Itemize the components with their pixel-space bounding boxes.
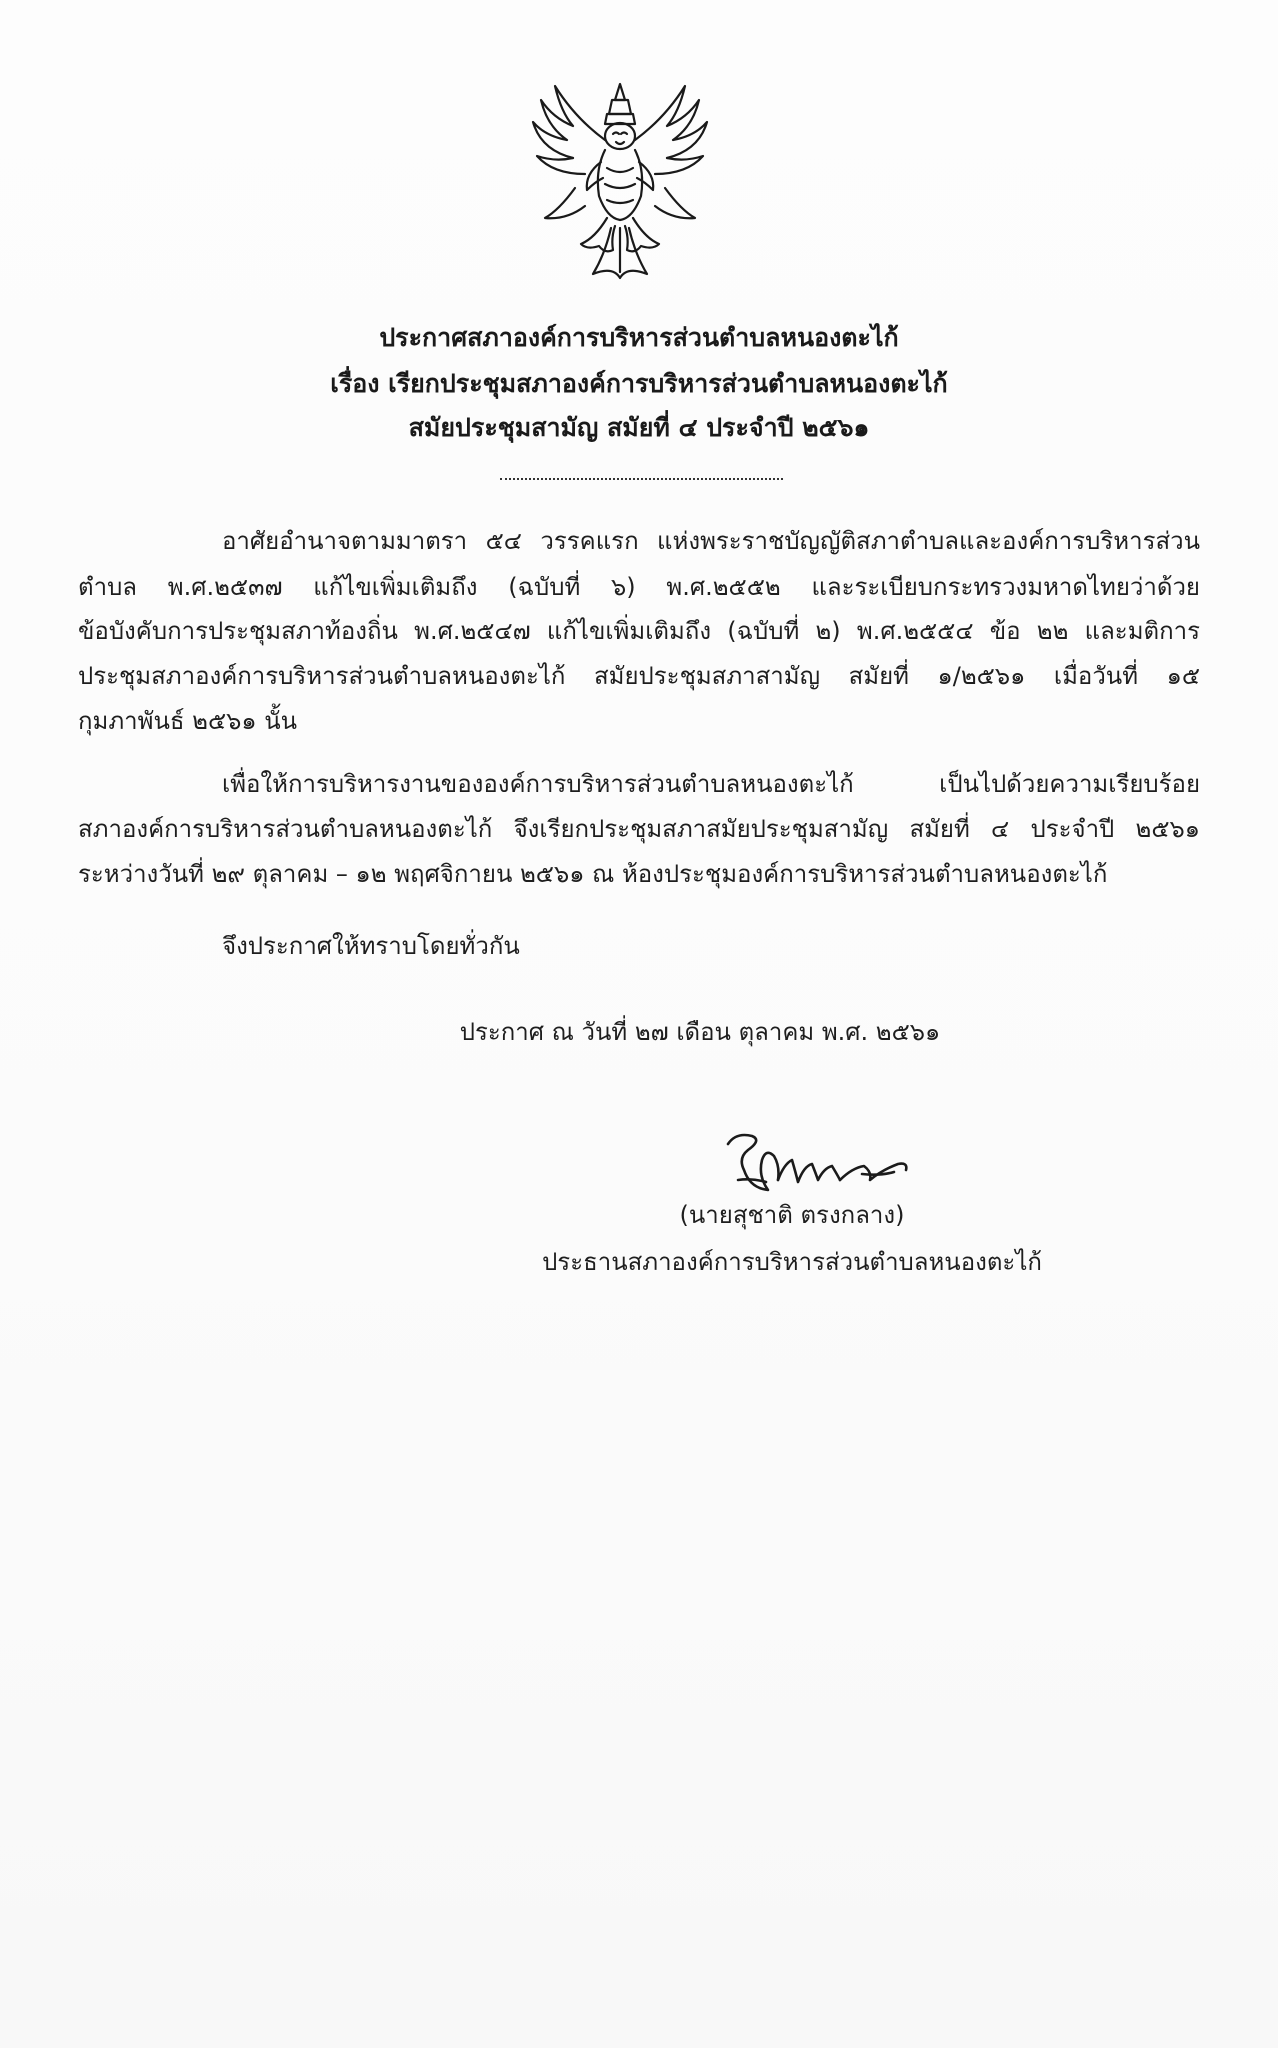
handwritten-signature	[722, 1130, 912, 1200]
paragraph-1-line-4: ประชุมสภาองค์การบริหารส่วนตำบลหนองตะไก้ สมัยประชุมสภาสามัญ สมัยที่ ๑/๒๕๖๑ เมื่อวันที่ ๑๕	[78, 662, 1200, 690]
paragraph-2-line-2: สภาองค์การบริหารส่วนตำบลหนองตะไก้ จึงเรียกประชุมสภาสมัยประชุมสามัญ สมัยที่ ๔ ประจำปี ๒๕๖๑	[78, 815, 1200, 843]
paragraph-2-line-1: เพื่อให้การบริหารงานขององค์การบริหารส่วนตำบลหนองตะไก้ เป็นไปด้วยความเรียบร้อย	[222, 770, 1200, 798]
paragraph-1-line-2: ตำบล พ.ศ.๒๕๓๗ แก้ไขเพิ่มเติมถึง (ฉบับที่ ๖) พ.ศ.๒๕๕๒ และระเบียบกระทรวงมหาดไทยว่าด้วย	[78, 573, 1200, 601]
paragraph-1-line-5: กุมภาพันธ์ ๒๕๖๑ นั้น	[78, 707, 298, 735]
signatory-position: ประธานสภาองค์การบริหารส่วนตำบลหนองตะไก้	[542, 1248, 1042, 1276]
announcement-date: ประกาศ ณ วันที่ ๒๗ เดือน ตุลาคม พ.ศ. ๒๕๖๑	[459, 1018, 941, 1046]
paragraph-2-line-3: ระหว่างวันที่ ๒๙ ตุลาคม – ๑๒ พฤศจิกายน ๒๕๖๑ ณ ห้องประชุมองค์การบริหารส่วนตำบลหนองตะไก้	[78, 860, 1108, 888]
garuda-emblem-icon	[515, 78, 725, 283]
announcement-subject: เรื่อง เรียกประชุมสภาองค์การบริหารส่วนตำบลหนองตะไก้	[330, 369, 948, 398]
announcement-title: ประกาศสภาองค์การบริหารส่วนตำบลหนองตะไก้	[379, 323, 899, 352]
paragraph-1-line-1: อาศัยอำนาจตามมาตรา ๕๔ วรรคแรก แห่งพระราชบัญญัติสภาตำบลและองค์การบริหารส่วน	[222, 527, 1200, 555]
dotted-divider	[500, 478, 783, 480]
closing-statement: จึงประกาศให้ทราบโดยทั่วกัน	[222, 932, 520, 960]
announcement-session: สมัยประชุมสามัญ สมัยที่ ๔ ประจำปี ๒๕๖๑	[408, 413, 870, 442]
paragraph-1-line-3: ข้อบังคับการประชุมสภาท้องถิ่น พ.ศ.๒๕๔๗ แก้ไขเพิ่มเติมถึง (ฉบับที่ ๒) พ.ศ.๒๕๕๔ ข้อ ๒๒ และมติการ	[78, 617, 1200, 645]
signatory-name: (นายสุชาติ ตรงกลาง)	[679, 1201, 905, 1229]
